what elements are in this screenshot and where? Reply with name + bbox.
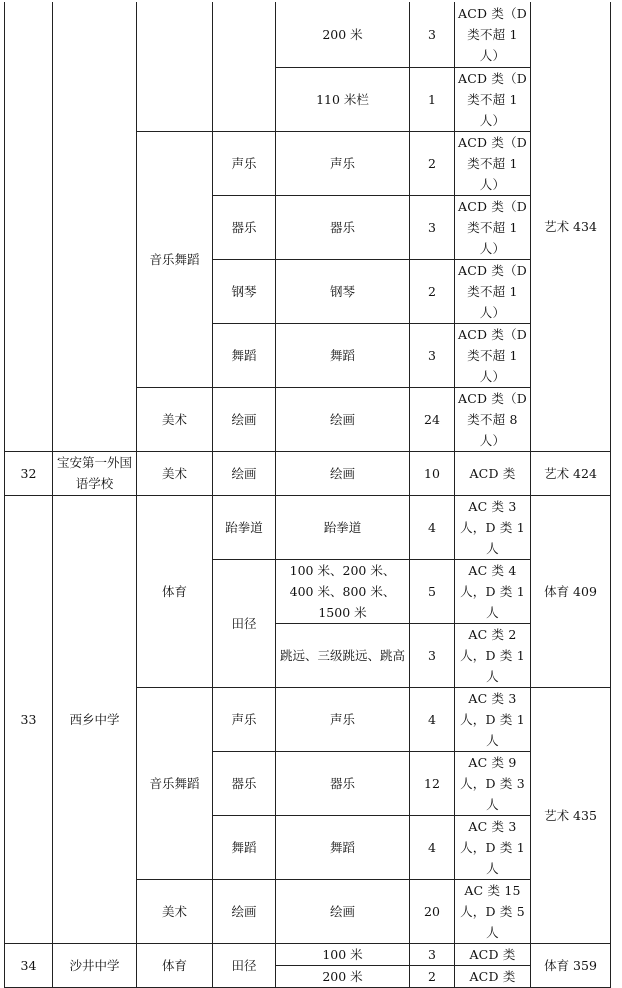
category-cell: 音乐舞蹈: [137, 131, 213, 387]
count-cell: 24: [410, 387, 455, 451]
count-cell: 10: [410, 451, 455, 495]
item-cell: 器乐: [213, 195, 276, 259]
quota-cell: AC 类 15 人，D 类 5 人: [455, 879, 531, 943]
table-row: [5, 943, 611, 965]
school-cell: 西乡中学: [53, 495, 137, 943]
event-cell: 舞蹈: [276, 323, 410, 387]
count-cell: 20: [410, 879, 455, 943]
category-cell: 美术: [137, 879, 213, 943]
quota-cell: ACD 类（D 类不超 1 人）: [455, 67, 531, 131]
count-cell: 3: [410, 943, 455, 965]
item-cell: 舞蹈: [213, 815, 276, 879]
category-cell: 美术: [137, 451, 213, 495]
event-cell: 钢琴: [276, 259, 410, 323]
count-cell: 2: [410, 259, 455, 323]
event-cell: 绘画: [276, 879, 410, 943]
code-cell: 艺术 435: [531, 687, 611, 943]
category-cell: 体育: [137, 495, 213, 687]
category-cell: 体育: [137, 943, 213, 987]
item-cell: 声乐: [213, 687, 276, 751]
quota-cell: AC 类 3 人，D 类 1 人: [455, 495, 531, 559]
count-cell: 2: [410, 965, 455, 987]
quota-cell: ACD 类: [455, 451, 531, 495]
count-cell: 2: [410, 131, 455, 195]
count-cell: 5: [410, 559, 455, 623]
count-cell: 4: [410, 687, 455, 751]
count-cell: 3: [410, 2, 455, 67]
item-cell: [213, 2, 276, 131]
no-cell: 32: [5, 451, 53, 495]
event-cell: 绘画: [276, 451, 410, 495]
admission-quota-table: [4, 2, 611, 988]
no-cell: 33: [5, 495, 53, 943]
quota-cell: ACD 类（D 类不超 1 人）: [455, 323, 531, 387]
quota-cell: AC 类 3 人，D 类 1 人: [455, 687, 531, 751]
quota-cell: ACD 类（D 类不超 8 人）: [455, 387, 531, 451]
event-cell: 跳远、三级跳远、跳高: [276, 623, 410, 687]
item-cell: 田径: [213, 559, 276, 687]
event-cell: 舞蹈: [276, 815, 410, 879]
item-cell: 舞蹈: [213, 323, 276, 387]
quota-cell: AC 类 2 人，D 类 1 人: [455, 623, 531, 687]
table-row: [5, 495, 611, 559]
event-cell: 器乐: [276, 751, 410, 815]
item-cell: 声乐: [213, 131, 276, 195]
quota-cell: ACD 类: [455, 965, 531, 987]
code-cell: 艺术 434: [531, 2, 611, 451]
event-cell: 100 米: [276, 943, 410, 965]
category-cell: 美术: [137, 387, 213, 451]
count-cell: 3: [410, 623, 455, 687]
count-cell: 1: [410, 67, 455, 131]
code-cell: 体育 359: [531, 943, 611, 987]
item-cell: 绘画: [213, 451, 276, 495]
item-cell: 钢琴: [213, 259, 276, 323]
code-cell: 体育 409: [531, 495, 611, 687]
event-cell: 绘画: [276, 387, 410, 451]
count-cell: 4: [410, 495, 455, 559]
school-cell: 沙井中学: [53, 943, 137, 987]
count-cell: 12: [410, 751, 455, 815]
event-cell: 器乐: [276, 195, 410, 259]
quota-cell: ACD 类（D 类不超 1 人）: [455, 2, 531, 67]
category-cell: [137, 2, 213, 131]
item-cell: 绘画: [213, 387, 276, 451]
event-cell: 声乐: [276, 687, 410, 751]
table-row: [5, 451, 611, 495]
school-cell: [53, 2, 137, 451]
quota-cell: ACD 类（D 类不超 1 人）: [455, 195, 531, 259]
event-cell: 声乐: [276, 131, 410, 195]
quota-cell: AC 类 3 人，D 类 1 人: [455, 815, 531, 879]
item-cell: 绘画: [213, 879, 276, 943]
no-cell: [5, 2, 53, 451]
no-cell: 34: [5, 943, 53, 987]
count-cell: 4: [410, 815, 455, 879]
event-cell: 100 米、200 米、400 米、800 米、1500 米: [276, 559, 410, 623]
quota-cell: ACD 类: [455, 943, 531, 965]
quota-cell: ACD 类（D 类不超 1 人）: [455, 259, 531, 323]
event-cell: 200 米: [276, 2, 410, 67]
table-row: [5, 2, 611, 67]
event-cell: 跆拳道: [276, 495, 410, 559]
school-cell: 宝安第一外国语学校: [53, 451, 137, 495]
code-cell: 艺术 424: [531, 451, 611, 495]
quota-cell: AC 类 9 人，D 类 3 人: [455, 751, 531, 815]
count-cell: 3: [410, 195, 455, 259]
event-cell: 110 米栏: [276, 67, 410, 131]
event-cell: 200 米: [276, 965, 410, 987]
item-cell: 器乐: [213, 751, 276, 815]
count-cell: 3: [410, 323, 455, 387]
quota-cell: ACD 类（D 类不超 1 人）: [455, 131, 531, 195]
item-cell: 田径: [213, 943, 276, 987]
category-cell: 音乐舞蹈: [137, 687, 213, 879]
item-cell: 跆拳道: [213, 495, 276, 559]
quota-cell: AC 类 4 人，D 类 1 人: [455, 559, 531, 623]
